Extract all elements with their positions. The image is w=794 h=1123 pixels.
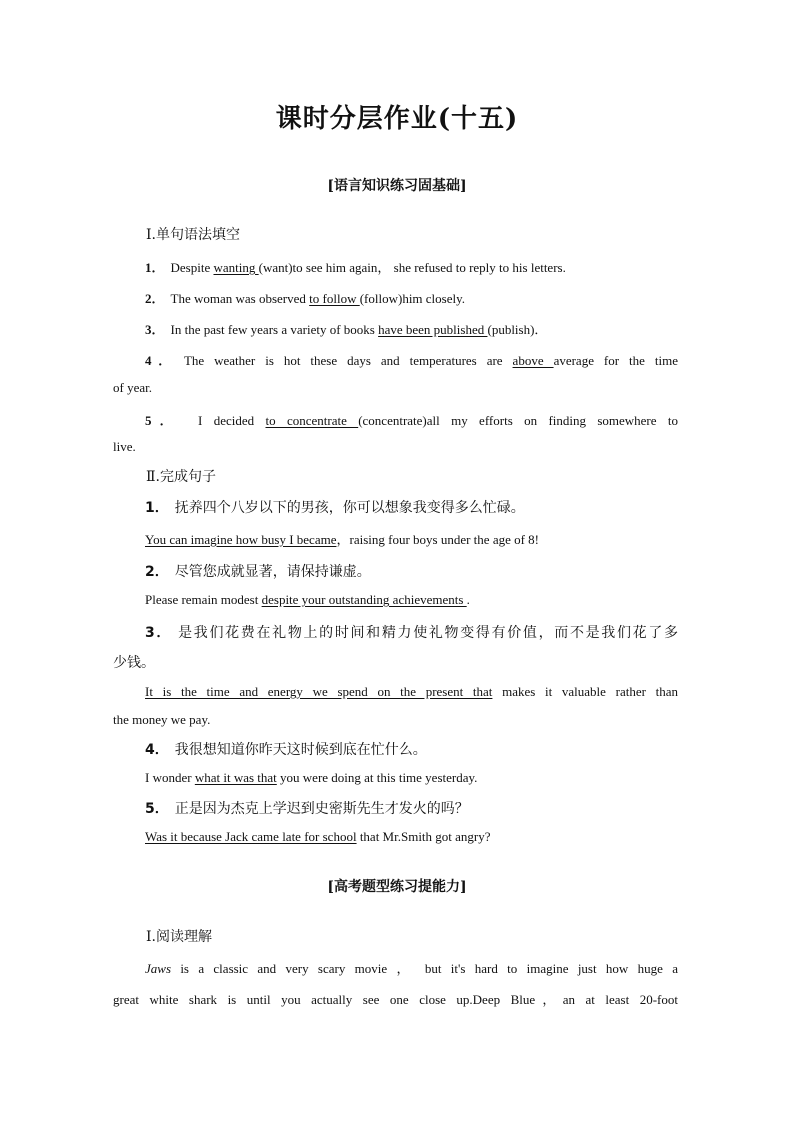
item-text: I wonder (145, 770, 195, 785)
grammar-item-1 (145, 257, 566, 276)
part-heading-grammar: Ⅰ.单句语法填空 (146, 227, 240, 243)
item-number: 1． (145, 500, 169, 516)
part-heading-reading: Ⅰ.阅读理解 (146, 929, 212, 945)
movie-title: Jaws (145, 961, 171, 976)
page-title: 课时分层作业(十五) (275, 104, 519, 134)
answer-blank: despite your outstanding achievements (261, 592, 467, 607)
item-number: 5． (145, 413, 181, 428)
sentence-1-prompt (145, 497, 525, 517)
answer-blank: to concentrate (265, 413, 359, 428)
item-text: average for the time (553, 353, 679, 368)
grammar-item-5 (145, 410, 678, 429)
passage-text: is a classic and very scary movie ， but it's hard to imagine just how huge a (171, 961, 678, 976)
sentence-3-prompt-continuation: 少钱。 (113, 655, 155, 671)
chinese-prompt: 我很想知道你昨天这时候到底在忙什么。 (174, 742, 427, 758)
sentence-3-answer-continuation: the money we pay. (113, 712, 211, 727)
sentence-2-prompt (145, 561, 371, 581)
grammar-item-2 (145, 288, 465, 307)
item-text: (publish)． (487, 322, 548, 337)
item-number: 2． (145, 564, 169, 580)
answer-blank: above (512, 353, 554, 368)
item-text: In the past few years a variety of books (170, 322, 379, 337)
item-number: 1． (145, 260, 165, 275)
grammar-item-3 (145, 319, 547, 338)
item-text: makes it valuable rather than (492, 684, 678, 699)
grammar-item-5-continuation: live. (113, 439, 136, 454)
item-text: Despite (170, 260, 214, 275)
item-number: 3． (145, 625, 173, 641)
item-text: (want)to see him again， she refused to reply to his letters. (258, 260, 566, 275)
item-text: ，raising four boys under the age of 8! (336, 532, 540, 547)
answer-blank: Was it because Jack came late for school (145, 829, 357, 844)
sentence-2-answer (145, 592, 470, 608)
section-heading-exam: [高考题型练习提能力] (327, 879, 467, 895)
item-text: Please remain modest (145, 592, 262, 607)
section-heading-language: [语言知识练习固基础] (327, 178, 467, 194)
grammar-item-4 (145, 350, 678, 369)
sentence-3-answer (145, 684, 678, 700)
reading-passage-line-2: great white shark is until you actually see one close up.Deep Blue，an at least 20-foot (113, 992, 678, 1007)
answer-blank: You can imagine how busy I became (145, 532, 337, 547)
answer-blank: It is the time and energy we spend on the present that (145, 684, 493, 699)
answer-blank: wanting (213, 260, 259, 275)
item-text: you were doing at this time yesterday. (276, 770, 478, 785)
item-text: I decided (186, 413, 266, 428)
chinese-prompt: 抚养四个八岁以下的男孩，你可以想象我变得多么忙碌。 (174, 500, 525, 516)
item-text: The woman was observed (170, 291, 310, 306)
item-text: that Mr.Smith got angry? (356, 829, 491, 844)
item-number: 5． (145, 801, 169, 817)
part-heading-sentences: Ⅱ.完成句子 (146, 469, 216, 485)
chinese-prompt: 尽管您成就显著，请保持谦虚。 (174, 564, 371, 580)
sentence-5-prompt (145, 798, 469, 818)
item-text: (concentrate)all my efforts on finding somewhere to (358, 413, 678, 428)
item-text: (follow)him closely. (359, 291, 466, 306)
answer-blank: have been published (378, 322, 488, 337)
item-number: 2． (145, 291, 165, 306)
sentence-1-answer (145, 529, 539, 548)
sentence-3-prompt (145, 622, 678, 642)
item-number: 4． (145, 353, 178, 368)
item-text: The weather is hot these days and temperatures are (183, 353, 513, 368)
sentence-5-answer (145, 829, 491, 845)
chinese-prompt: 正是因为杰克上学迟到史密斯先生才发火的吗？ (174, 801, 469, 817)
item-number: 3． (145, 322, 165, 337)
grammar-item-4-continuation: of year. (113, 380, 152, 395)
reading-passage-line-1 (145, 958, 678, 977)
item-text: . (466, 592, 470, 607)
sentence-4-prompt (145, 739, 427, 759)
chinese-prompt: 是我们花费在礼物上的时间和精力使礼物变得有价值，而不是我们花了多 (178, 625, 678, 641)
sentence-4-answer (145, 770, 477, 786)
answer-blank: to follow (309, 291, 360, 306)
answer-blank: what it was that (194, 770, 277, 785)
item-number: 4． (145, 742, 169, 758)
